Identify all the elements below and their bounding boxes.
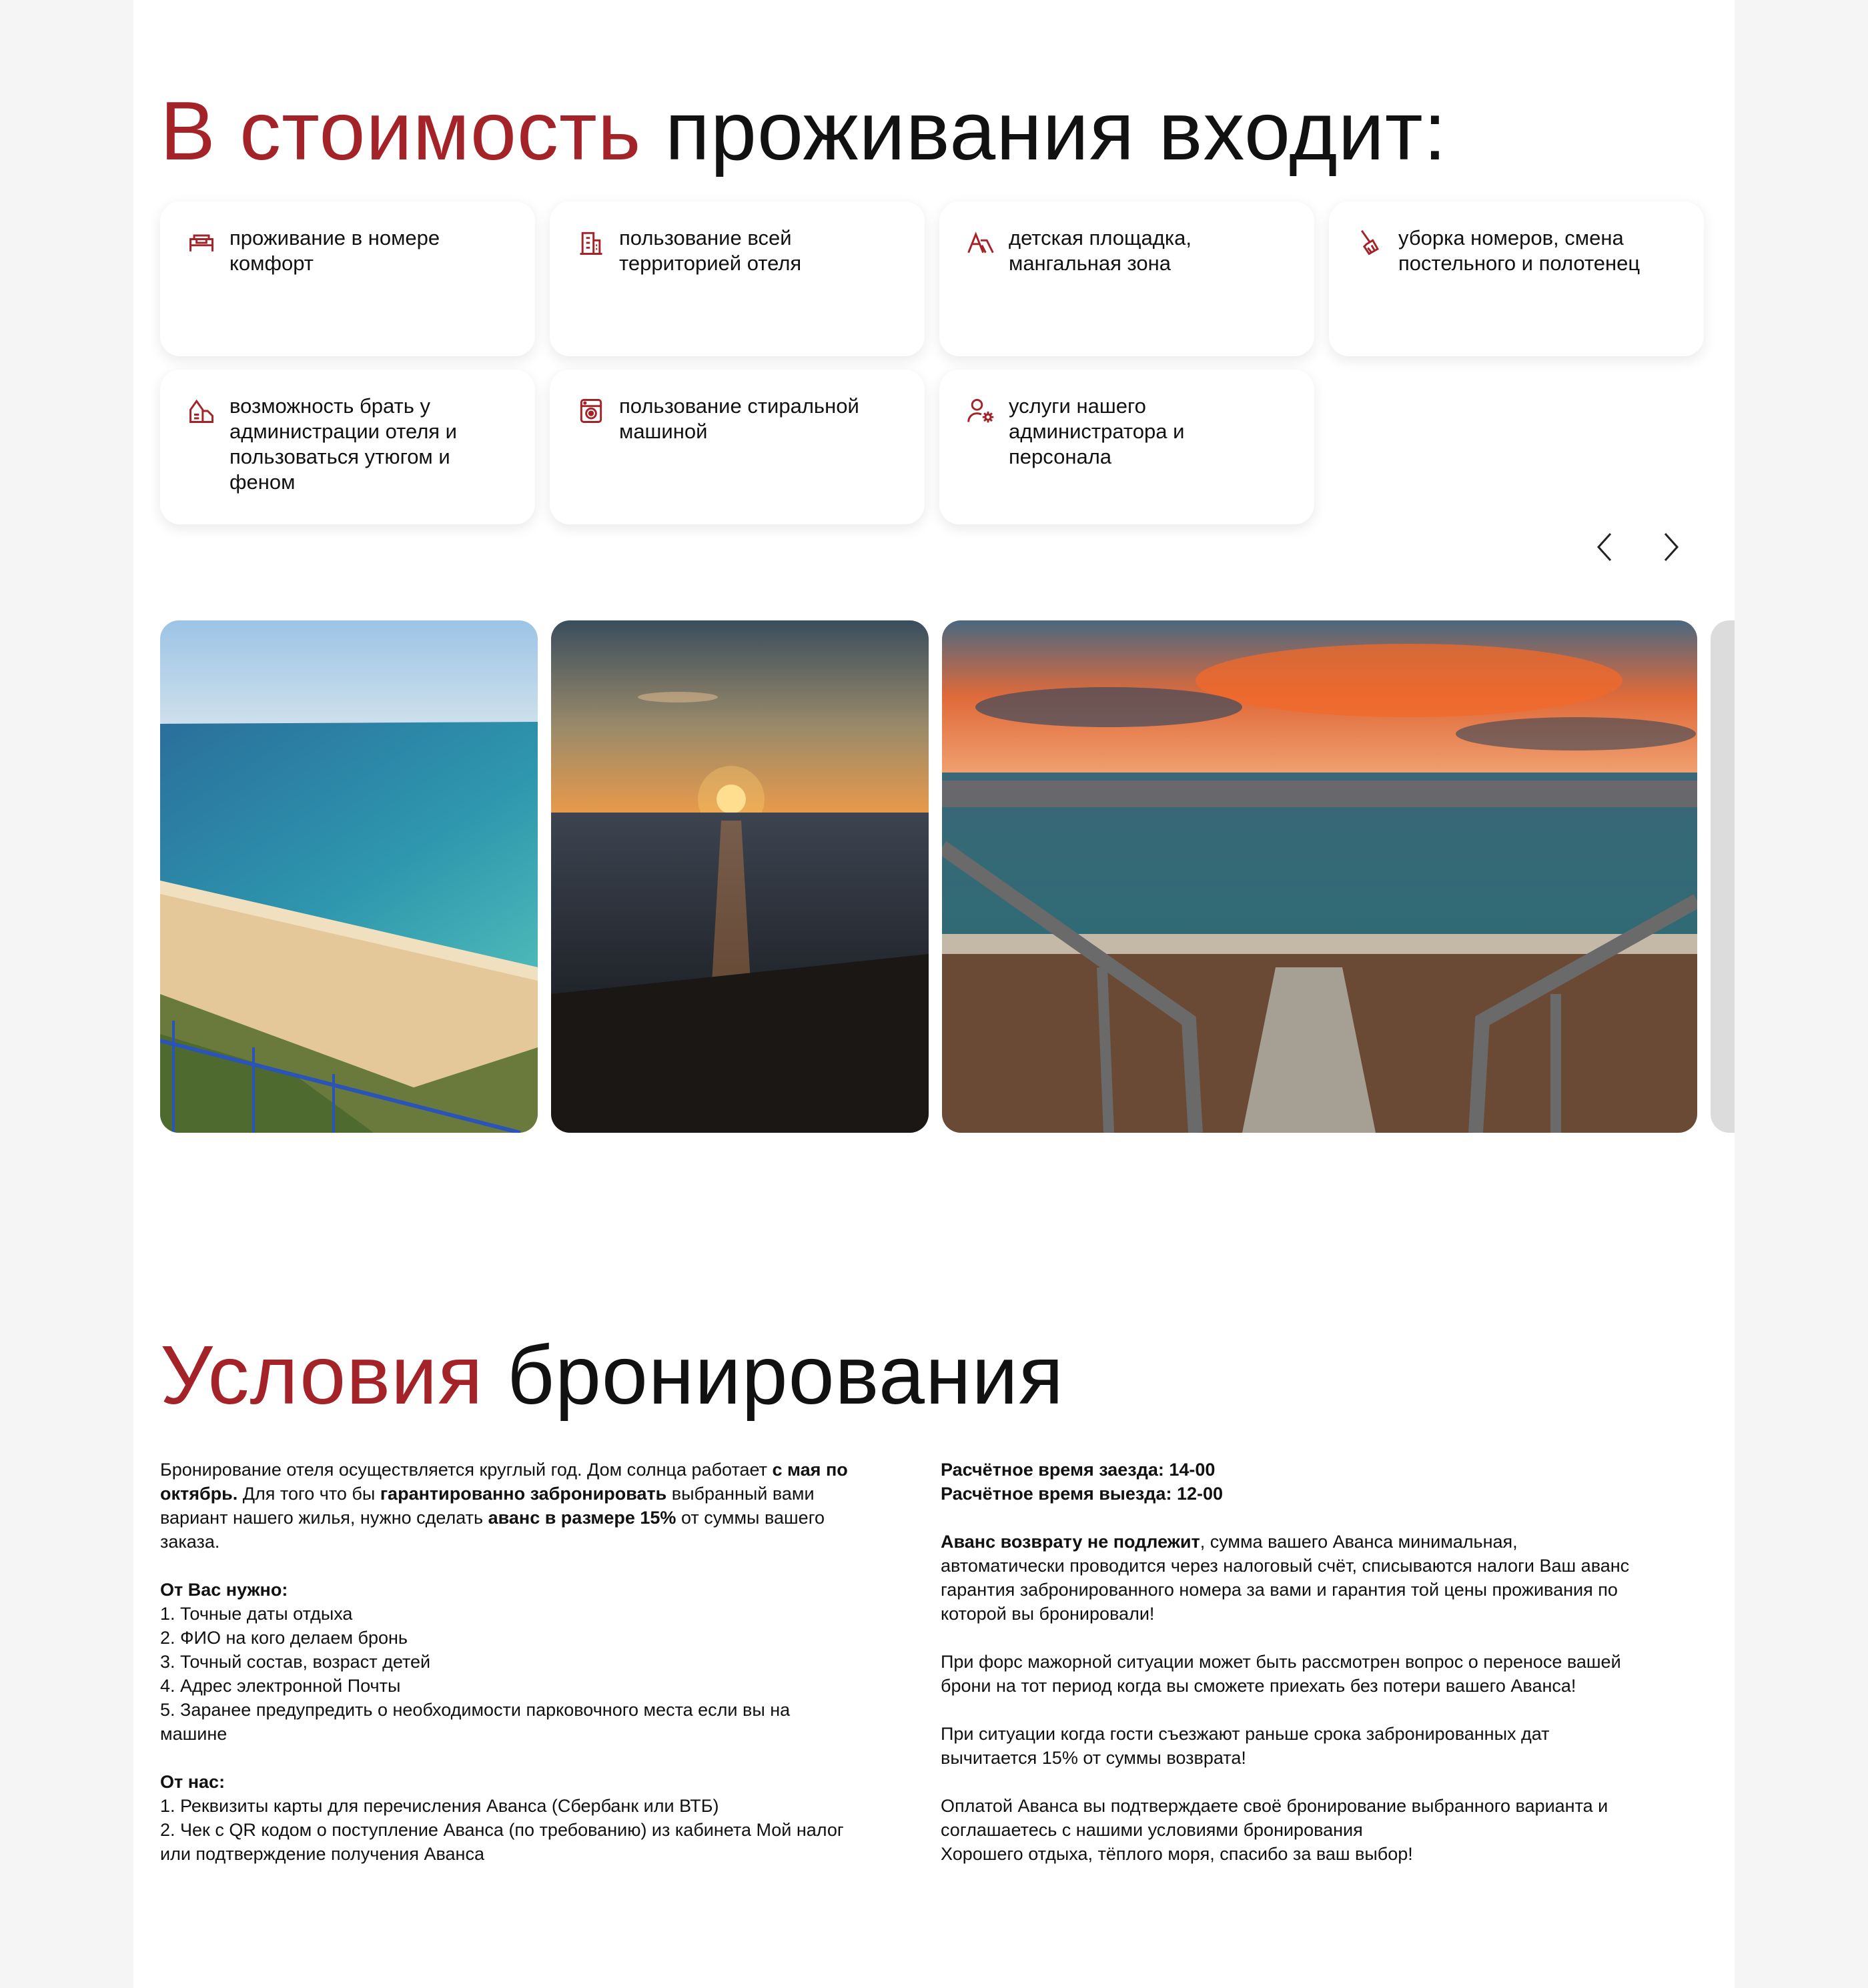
card-text: проживание в номере комфорт [229,226,440,275]
intro-text: Бронирование отеля осуществляется круглый год. Дом солнца работает [160,1460,773,1480]
card-text: пользование стиральной машиной [619,394,859,443]
sunset-photo-illustration [551,620,929,1133]
intro-text: выбранный вами вариант нашего жилья, нужно сделать [160,1484,815,1528]
intro-text: Для того что бы [238,1484,380,1504]
card-cleaning [1329,201,1704,356]
card-washing [550,370,925,524]
advance-text: , сумма вашего Аванса минимальная, автоматически проводится через налоговый счёт, списываются налоги Ваш аванс гарантия забронированного номера за вами и гарантия той цены проживания по которой вы бронировали! [941,1532,1630,1624]
need-item: 3. Точный состав, возраст детей [160,1652,431,1672]
intro-bold-advance: аванс в размере 15% [488,1508,676,1528]
checkout-text: Расчётное время выезда: 12-00 [941,1484,1223,1504]
card-territory [550,201,925,356]
playground-icon [966,228,998,260]
washing-machine-icon [576,396,608,428]
card-text: услуги нашего администратора и персонала [1009,394,1185,468]
card-text: уборка номеров, смена постельного и полотенец [1398,226,1641,275]
advance-bold: Аванс возврату не подлежит [941,1532,1200,1552]
next-arrow-icon[interactable] [1653,527,1688,567]
photo-gallery [160,620,1735,1133]
from-item: 2. Чек с QR кодом о поступление Аванса (по требованию) из кабинета Мой налог или подтверждение получения Аванса [160,1820,844,1864]
intro-text: от суммы вашего заказа. [160,1508,825,1552]
carousel-controls [1588,527,1688,567]
bed-icon [187,228,219,260]
beach-photo-illustration [160,620,538,1133]
need-item: 5. Заранее предупредить о необходимости парковочного места если вы на машине [160,1700,791,1744]
broom-icon [1356,228,1388,260]
need-title-text: От Вас нужно: [160,1580,288,1600]
need-title [160,1578,854,1602]
force-majeure: При форс мажорной ситуации может быть рассмотрен вопрос о переносе вашей брони на тот период когда вы сможете приехать без потери вашего Аванса! [941,1652,1621,1696]
included-title-rest: проживания входит: [664,85,1448,177]
card-iron [160,370,535,524]
checkin-text: Расчётное время заезда: 14-00 [941,1460,1216,1480]
booking-intro [160,1458,854,1554]
booking-right-column [941,1458,1634,1866]
building-icon [576,228,608,260]
card-text: детская площадка, мангальная зона [1009,226,1192,275]
photo-next-partial[interactable] [1711,620,1735,1133]
booking-left-column [160,1458,854,1866]
advance-policy [941,1530,1634,1626]
staff-gear-icon [966,396,998,428]
card-playground [939,201,1314,356]
confirmation: Оплатой Аванса вы подтверждаете своё бронирование выбранного варианта и соглашаетесь с нашими условиями бронирования [941,1796,1608,1840]
photo-sunset-1[interactable] [551,620,929,1133]
need-item: 2. ФИО на кого делаем бронь [160,1628,408,1648]
intro-bold-months: с мая по октябрь. [160,1460,848,1504]
booking-title-rest: бронирования [506,1330,1064,1422]
card-room [160,201,535,356]
card-text: возможность брать у администрации отеля и пользоваться утюгом и феном [229,394,457,494]
early-departure: При ситуации когда гости съезжают раньше срока забронированных дат вычитается 15% от суммы возврата! [941,1724,1550,1768]
checkout-time [941,1482,1634,1506]
from-item: 1. Реквизиты карты для перечисления Аванса (Сбербанк или ВТБ) [160,1796,719,1816]
need-item: 1. Точные даты отдыха [160,1604,353,1624]
photo-beach[interactable] [160,620,538,1133]
from-title [160,1770,854,1794]
included-title [160,85,1448,177]
booking-title [160,1330,1064,1422]
need-item: 4. Адрес электронной Почты [160,1676,401,1696]
from-title-text: От нас: [160,1772,225,1792]
card-text: пользование всей территорией отеля [619,226,802,275]
prev-arrow-icon[interactable] [1588,527,1622,567]
booking-title-accent: Условия [160,1330,484,1422]
card-staff [939,370,1314,524]
checkin-time [941,1458,1634,1482]
farewell: Хорошего отдыха, тёплого моря, спасибо за ваш выбор! [941,1844,1413,1864]
included-title-accent: В стоимость [160,85,642,177]
photo-sunset-stairs[interactable] [942,620,1697,1133]
intro-bold-guarantee: гарантированно забронировать [380,1484,667,1504]
iron-icon [187,396,219,428]
page [133,0,1735,1988]
stairs-sunset-illustration [942,620,1697,1133]
